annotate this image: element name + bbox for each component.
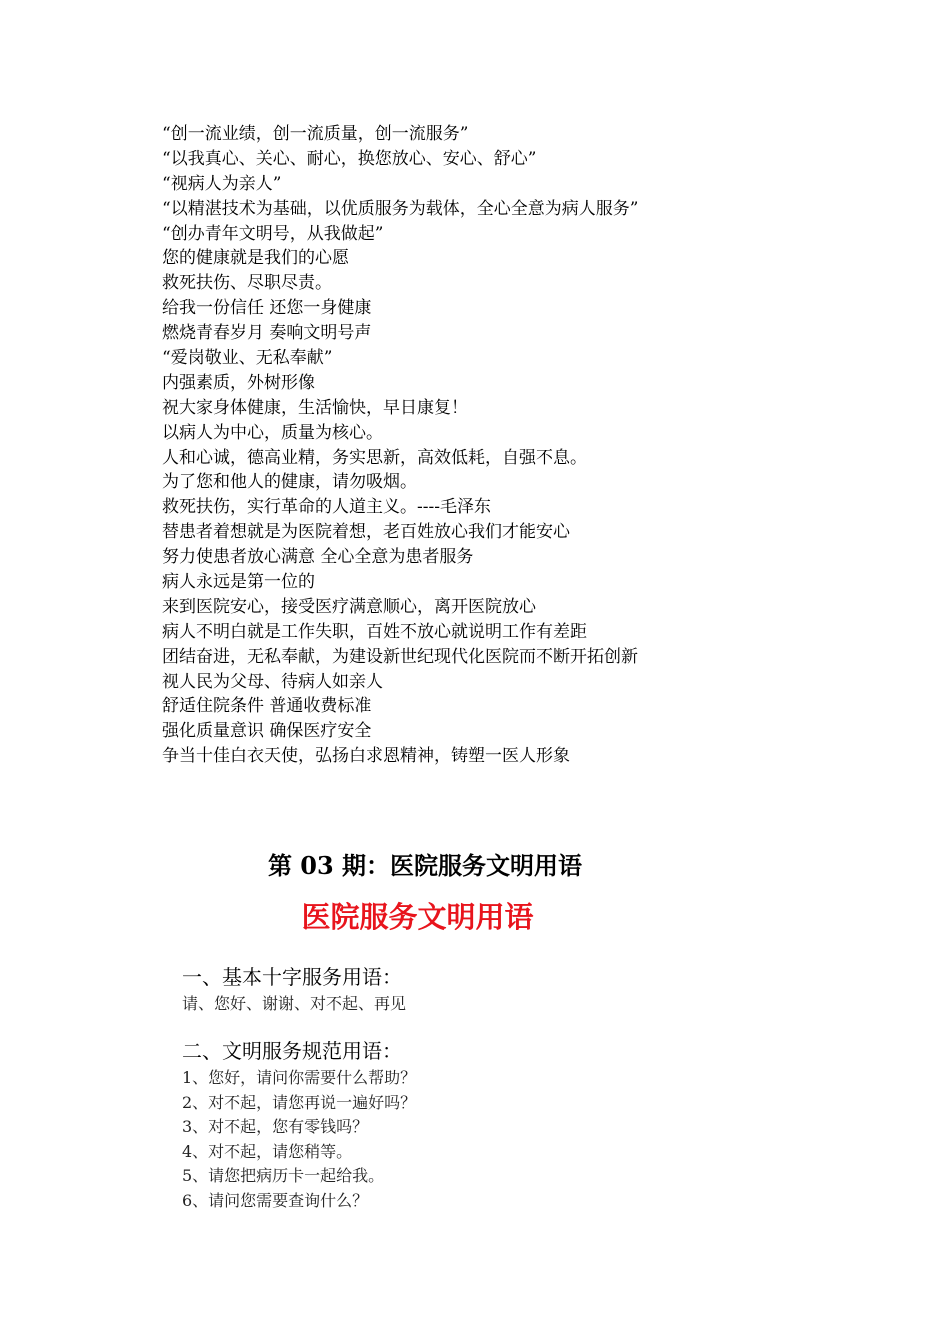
section-standard-phrases [182,1036,862,1214]
slogan-line: 努力使患者放心满意 全心全意为患者服务 [162,547,474,568]
slogan-line: 祝大家身体健康，生活愉快，早日康复！ [162,397,468,418]
slogan-line: “以精湛技术为基础，以优质服务为载体，全心全意为病人服务” [162,198,639,219]
phrase-line: 5、请您把病历卡一起给我。 [182,1166,385,1186]
slogan-line: 视人民为父母、待病人如亲人 [162,671,383,692]
section-heading: 二、文明服务规范用语： [182,1039,402,1063]
phrase-line: 4、对不起，请您稍等。 [182,1141,353,1161]
slogan-line: 您的健康就是我们的心愿 [162,248,349,269]
slogan-line: “创一流业绩，创一流质量，创一流服务” [162,124,469,144]
slogan-line: 来到医院安心，接受医疗满意顺心，离开医院放心 [162,596,536,617]
slogan-line: 替患者着想就是为医院着想，老百姓放心我们才能安心 [162,522,570,543]
slogan-line: 救死扶伤，实行革命的人道主义。----毛泽东 [162,497,491,518]
slogan-line: 为了您和他人的健康，请勿吸烟。 [162,472,417,493]
slogan-line: 给我一份信任 还您一身健康 [162,298,372,319]
slogan-line: 燃烧青春岁月 奏响文明号声 [162,323,372,344]
slogan-line: 争当十佳白衣天使，弘扬白求恩精神，铸塑一医人形象 [162,746,570,767]
slogan-line: “爱岗敬业、无私奉献” [162,348,333,369]
slogan-line: “以我真心、关心、耐心，换您放心、安心、舒心” [162,148,537,169]
section-lines [182,992,862,1017]
phrase-line: 2、对不起，请您再说一遍好吗？ [182,1092,417,1112]
slogan-line: 救死扶伤、尽职尽责。 [162,273,332,294]
slogan-line: 团结奋进，无私奉献，为建设新世纪现代化医院而不断开拓创新 [162,646,638,667]
slogan-line: 以病人为中心，质量为核心。 [162,422,383,443]
issue-title: 第 03 期：医院服务文明用语 [267,851,583,880]
phrase-line: 请、您好、谢谢、对不起、再见 [182,994,407,1013]
slogan-line: 病人永远是第一位的 [162,572,315,593]
section-lines [182,1066,862,1214]
main-title: 医院服务文明用语 [301,900,534,934]
section-basic-phrases [182,962,862,1017]
slogan-list [162,122,882,769]
slogan-line: “创办青年文明号，从我做起” [162,223,384,244]
slogan-line: 强化质量意识 确保医疗安全 [162,721,372,742]
slogan-line: 内强素质，外树形像 [162,372,315,393]
phrase-line: 1、您好，请问你需要什么帮助？ [182,1068,417,1087]
section-heading: 一、基本十字服务用语： [182,965,402,989]
slogan-line: “视病人为亲人” [162,173,282,194]
slogan-line: 舒适住院条件 普通收费标准 [162,696,372,717]
slogan-line: 人和心诚，德高业精，务实思新，高效低耗，自强不息。 [162,447,587,468]
phrase-line: 3、对不起，您有零钱吗？ [182,1117,369,1137]
phrase-line: 6、请问您需要查询什么？ [182,1190,369,1210]
slogan-line: 病人不明白就是工作失职，百姓不放心就说明工作有差距 [162,621,587,642]
